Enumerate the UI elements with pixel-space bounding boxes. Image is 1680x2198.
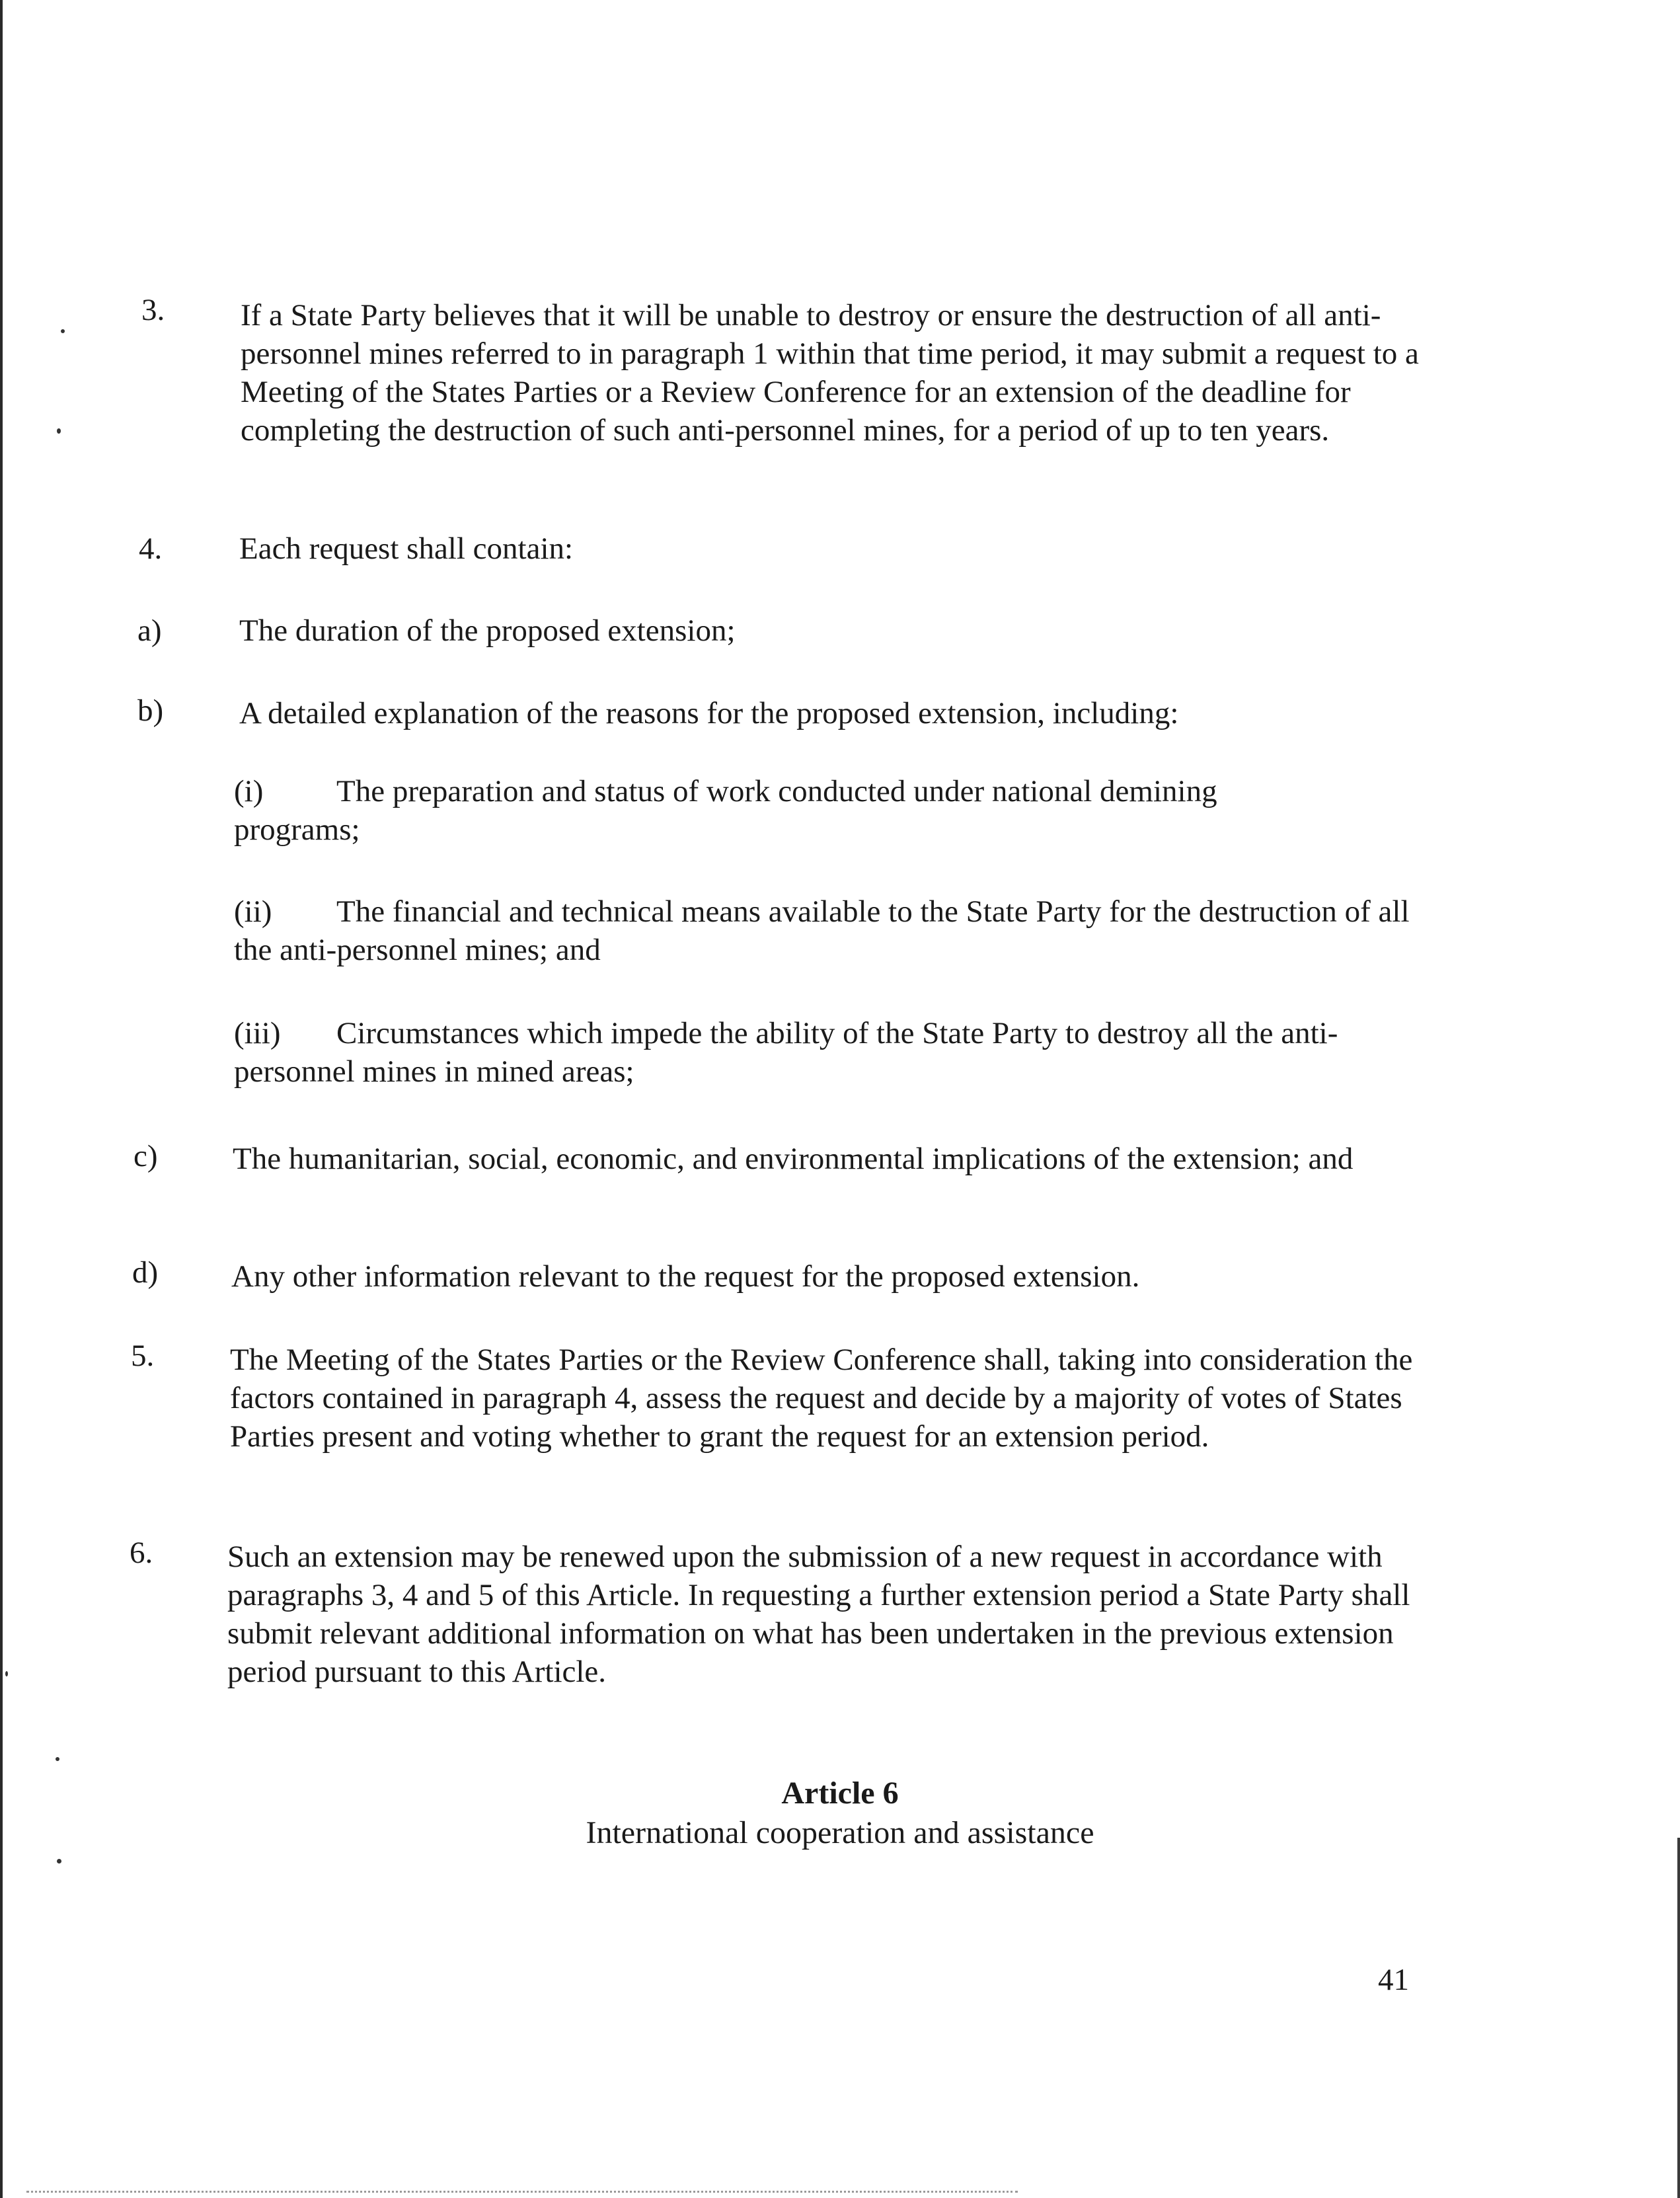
scan-speck	[5, 1671, 8, 1676]
paragraph-5-text: The Meeting of the States Parties or the Review Conference shall, taking into consideration the factors contained in paragraph 4, assess the request and decide by a majority of votes of States Parties present and voting whether to grant the request for an extension period.	[230, 1343, 1413, 1454]
page-number: 41	[1378, 1963, 1409, 1997]
paragraph-5-number: 5.	[131, 1339, 155, 1373]
scan-edge-left	[0, 0, 3, 2198]
subitem-iii	[234, 1014, 1437, 1091]
item-c-marker: c)	[134, 1139, 158, 1173]
subitem-iii-text: Circumstances which impede the ability of the State Party to destroy all the anti-personnel mines in mined areas;	[234, 1016, 1338, 1089]
scan-speck	[57, 1859, 61, 1864]
paragraph-3-text: If a State Party believes that it will be unable to destroy or ensure the destruction of all anti-personnel mines referred to in paragraph 1 within that time period, it may submit a request to a Meeting of the States Parties or a Review Conference for an extension of the deadline for completing the destruction of such anti-personnel mines, for a period of up to ten years.	[241, 298, 1419, 448]
item-b-marker: b)	[137, 693, 164, 728]
paragraph-3-number: 3.	[141, 293, 165, 327]
scan-speck	[56, 1757, 59, 1761]
item-b-text: A detailed explanation of the reasons for the proposed extension, including:	[239, 696, 1179, 730]
article-subtitle: International cooperation and assistance	[586, 1815, 1094, 1850]
paragraph-6-text: Such an extension may be renewed upon the submission of a new request in accordance with paragraphs 3, 4 and 5 of this Article. In requesting a further extension period a State Party shall submit relevant additional information on what has been undertaken in the previous extension period pursuant to this Article.	[227, 1540, 1410, 1689]
subitem-ii-text: The financial and technical means available to the State Party for the destruction of all the anti-personnel mines; and	[234, 894, 1410, 967]
subitem-ii	[234, 892, 1437, 969]
subitem-i	[234, 772, 1331, 849]
article-title: Article 6	[781, 1776, 899, 1811]
scan-edge-bottom	[26, 2191, 1018, 2193]
subitem-i-marker: (i)	[234, 774, 264, 808]
item-c-text: The humanitarian, social, economic, and environmental implications of the extension; and	[233, 1142, 1354, 1176]
subitem-iii-marker: (iii)	[234, 1016, 281, 1050]
scan-edge-right	[1677, 1838, 1680, 2198]
item-d-marker: d)	[132, 1255, 159, 1290]
scan-speck	[61, 329, 65, 333]
item-a-text: The duration of the proposed extension;	[239, 613, 736, 648]
item-a-marker: a)	[137, 613, 162, 648]
paragraph-4-number: 4.	[139, 531, 163, 566]
subitem-i-text: The preparation and status of work conducted under national demining programs;	[234, 774, 1217, 847]
paragraph-4-text: Each request shall contain:	[239, 531, 574, 566]
scan-speck	[57, 428, 61, 434]
item-d-text: Any other information relevant to the request for the proposed extension.	[231, 1259, 1140, 1294]
subitem-ii-marker: (ii)	[234, 894, 272, 929]
paragraph-6-number: 6.	[130, 1536, 153, 1570]
